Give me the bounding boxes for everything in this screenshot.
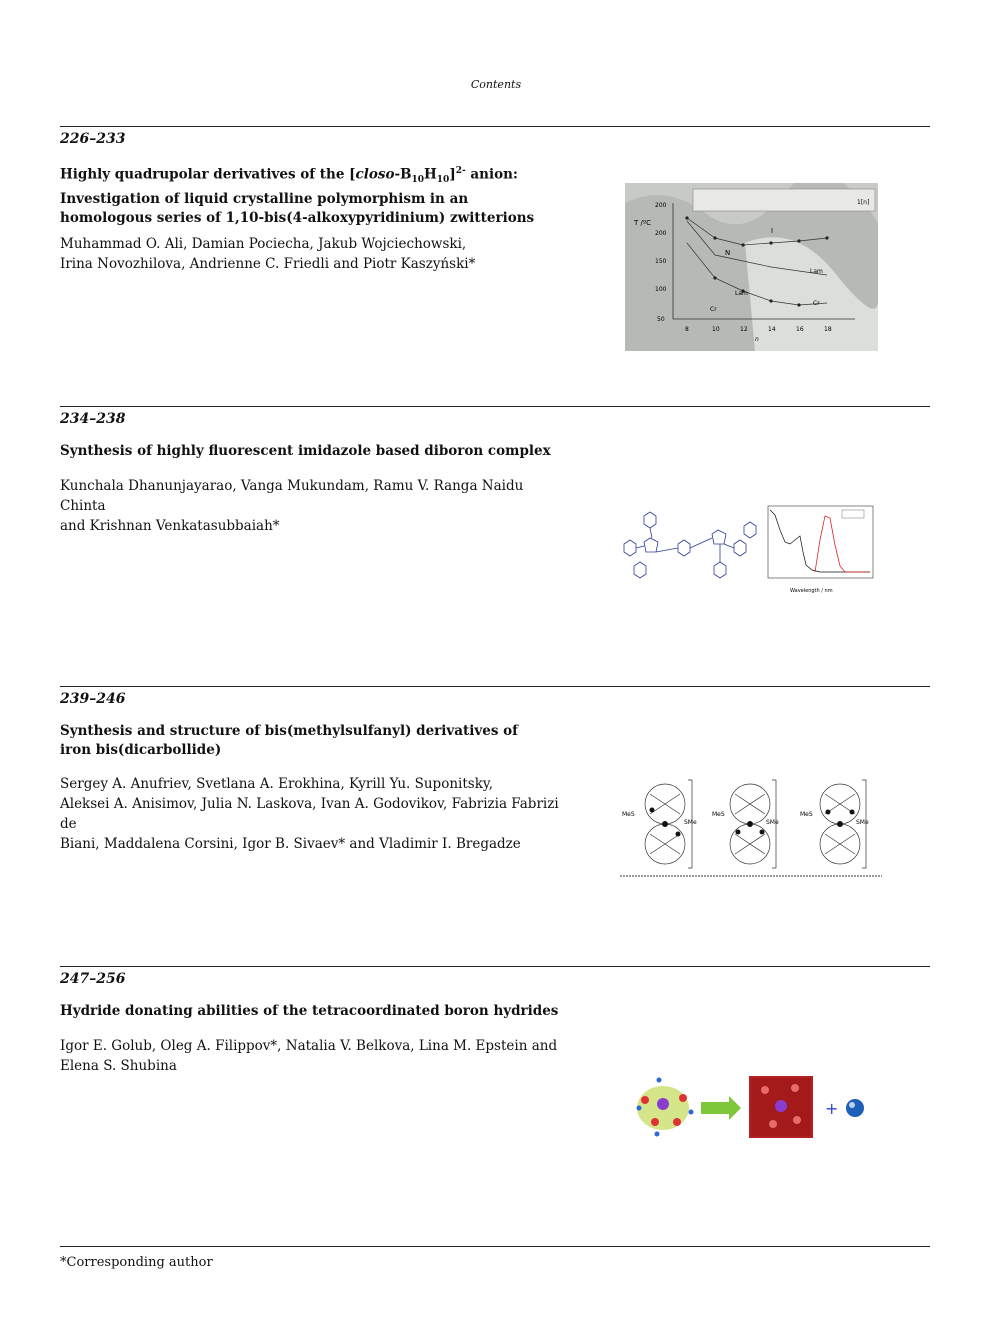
svg-text:10: 10 — [712, 326, 720, 333]
svg-text:Wavelength / nm: Wavelength / nm — [790, 588, 833, 594]
article-authors: Igor E. Golub, Oleg A. Filippov*, Natalia V. Belkova, Lina M. Epstein and Elena S. Shubina — [60, 1038, 558, 1074]
svg-text:Lam: Lam — [810, 268, 823, 275]
svg-text:n: n — [755, 336, 759, 343]
svg-text:50: 50 — [657, 316, 665, 323]
svg-text:12: 12 — [740, 326, 748, 333]
svg-text:MeS: MeS — [712, 811, 725, 818]
section-divider — [60, 406, 930, 407]
article-title[interactable]: Synthesis of highly fluorescent imidazole based diboron complex — [60, 443, 551, 459]
running-header: Contents — [470, 78, 522, 91]
svg-text:Cr: Cr — [813, 300, 820, 307]
svg-text:Lam: Lam — [735, 290, 748, 297]
svg-text:1[n]: 1[n] — [857, 199, 870, 206]
svg-text:SMe: SMe — [856, 819, 869, 826]
svg-text:N: N — [725, 249, 731, 257]
article-title[interactable]: Highly quadrupolar derivatives of the $[closo-B_{10}H_{10}]^{2-}$ anion: Investigation of liquid crystalline polymorphism in an homologous series of 1,10-bis(4-alkoxypyridinium) zwitterions — [60, 166, 535, 227]
article-authors: Kunchala Dhanunjayarao, Vanga Mukundam, Ramu V. Ranga Naidu Chinta and Krishnan Venkatasubbaiah* — [60, 478, 524, 534]
page-range[interactable]: 226–233 — [60, 131, 126, 147]
svg-text:14: 14 — [768, 326, 776, 333]
svg-text:Cr: Cr — [710, 306, 717, 313]
svg-text:200: 200 — [655, 202, 667, 209]
svg-text:200: 200 — [655, 230, 667, 237]
svg-text:MeS: MeS — [622, 811, 635, 818]
graphical-abstract-hydride[interactable] — [633, 1072, 873, 1146]
svg-text:MeS: MeS — [800, 811, 813, 818]
footnote-divider — [60, 1246, 930, 1247]
svg-text:I: I — [771, 227, 774, 235]
graphical-abstract-dicarbollide[interactable] — [620, 772, 882, 886]
svg-text:100: 100 — [655, 286, 667, 293]
graphical-abstract-phase-diagram[interactable] — [625, 183, 878, 355]
svg-text:16: 16 — [796, 326, 804, 333]
graphical-abstract-diboron[interactable] — [620, 500, 880, 604]
page-range[interactable]: 247–256 — [60, 971, 126, 987]
page-range[interactable]: 239–246 — [60, 691, 126, 707]
section-divider — [60, 126, 930, 127]
section-divider — [60, 966, 930, 967]
page-range[interactable]: 234–238 — [60, 411, 126, 427]
article-authors: Sergey A. Anufriev, Svetlana A. Erokhina, Kyrill Yu. Suponitsky, Aleksei A. Anisimov, Julia N. Laskova, Ivan A. Godovikov, Fabrizia Fabrizi de Biani, Maddalena Corsini, Igor B. Sivaev* and Vladimir I. Bregadze — [60, 776, 559, 852]
svg-text:8: 8 — [685, 326, 689, 333]
footnote: *Corresponding author — [60, 1255, 213, 1270]
svg-text:SMe: SMe — [766, 819, 779, 826]
svg-text:150: 150 — [655, 258, 667, 265]
article-title[interactable]: Hydride donating abilities of the tetracoordinated boron hydrides — [60, 1003, 559, 1019]
article-title[interactable]: Synthesis and structure of bis(methylsulfanyl) derivatives of iron bis(dicarbollide) — [60, 723, 518, 758]
svg-text:SMe: SMe — [684, 819, 697, 826]
y-axis-label: T /ºC — [634, 219, 652, 227]
svg-text:18: 18 — [824, 326, 832, 333]
section-divider — [60, 686, 930, 687]
svg-text:+: + — [825, 1099, 839, 1118]
article-authors: Muhammad O. Ali, Damian Pociecha, Jakub Wojciechowski, Irina Novozhilova, Andrienne C. Friedli and Piotr Kaszyński* — [60, 236, 476, 272]
